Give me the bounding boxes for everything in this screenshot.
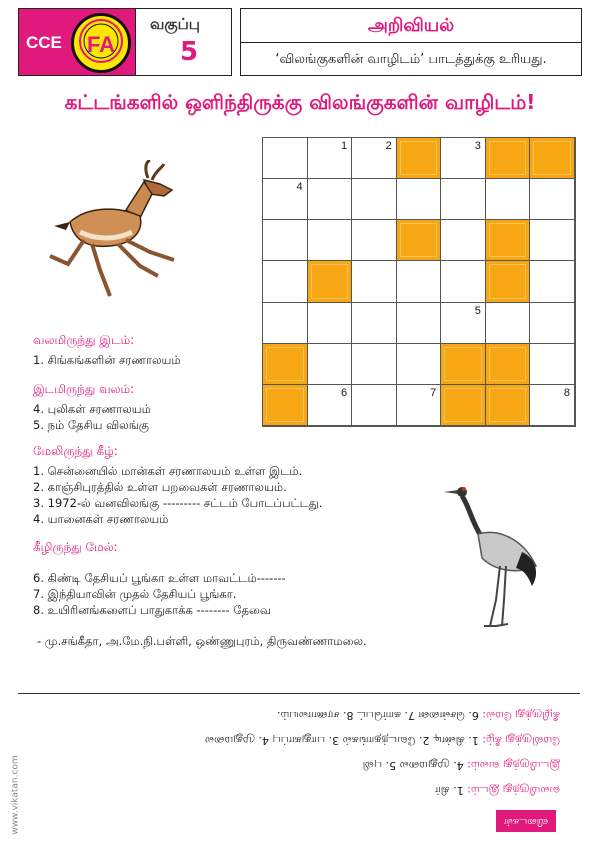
- clue-heading: இடமிருந்து வலம்:: [33, 382, 135, 396]
- crossword-cell-shaded: [530, 138, 575, 179]
- crossword-cell[interactable]: [352, 385, 397, 426]
- crossword-cell[interactable]: [308, 344, 353, 385]
- answer-line: [150, 703, 560, 728]
- crossword-cell-shaded: [486, 261, 531, 302]
- crossword-cell[interactable]: [441, 179, 486, 220]
- answer-text: 6. சென்னை 7. கார்பெட் 8. சரணாலயம்.: [277, 709, 483, 722]
- crossword-cell[interactable]: [486, 179, 531, 220]
- answer-heading: கீழிருந்து மேல்:: [482, 709, 560, 722]
- crossword-cell[interactable]: [308, 179, 353, 220]
- crossword-clue-number: 4: [296, 181, 303, 194]
- crossword-cell[interactable]: [441, 303, 486, 344]
- crossword-cell[interactable]: [530, 220, 575, 261]
- grade-label: வகுப்பு: [150, 15, 200, 33]
- crossword-cell[interactable]: [530, 261, 575, 302]
- crossword-grid: [262, 137, 576, 427]
- divider: [18, 693, 580, 694]
- crossword-cell[interactable]: [352, 138, 397, 179]
- lesson-subtitle: ‘விலங்குகளின் வாழிடம்’ பாடத்துக்கு உரியது.: [275, 52, 547, 67]
- crossword-cell[interactable]: [486, 303, 531, 344]
- grade-box: [136, 8, 232, 76]
- answer-text: 1. கிண்டி 2. வேடந்தாங்கல் 3. பாதுகாப்பு 4. முதுமலை: [204, 734, 483, 747]
- crossword-clue-number: 1: [341, 140, 348, 152]
- crossword-cell-shaded: [486, 220, 531, 261]
- clue-item: 4. புலிகள் சரணாலயம்: [33, 402, 151, 416]
- crossword-clue-number: 3: [474, 140, 481, 152]
- crossword-cell[interactable]: [352, 220, 397, 261]
- answers-upside-down: [150, 703, 560, 803]
- crossword-cell[interactable]: [352, 344, 397, 385]
- clue-item: 1. சிங்கங்களின் சரணாலயம்: [33, 353, 181, 367]
- logo-cce-text: CCE: [26, 33, 62, 52]
- crossword-cell[interactable]: [397, 261, 442, 302]
- clue-item: 4. யானைகள் சரணாலயம்: [33, 512, 169, 526]
- crossword-cell-shaded: [441, 344, 486, 385]
- crossword-cell[interactable]: [530, 385, 575, 426]
- crossword-cell[interactable]: [397, 385, 442, 426]
- answer-text: 4. முதுமலை 5. புலி: [362, 759, 468, 772]
- clue-heading: வலமிருந்து இடம்:: [33, 333, 135, 347]
- crossword-cell[interactable]: [530, 179, 575, 220]
- grade-number: 5: [180, 37, 199, 67]
- crossword-cell-shaded: [486, 138, 531, 179]
- cce-fa-logo: [18, 8, 136, 76]
- answer-line: [150, 728, 560, 753]
- subject-box: [240, 8, 582, 76]
- crossword-cell[interactable]: [308, 385, 353, 426]
- crossword-cell[interactable]: [397, 303, 442, 344]
- clues-bottom-to-top: [33, 540, 286, 618]
- clue-heading: கீழிருந்து மேல்:: [33, 540, 118, 554]
- author-credit: - மு.சங்கீதா, அ.மே.நி.பள்ளி, ஒண்ணுபுரம், திருவண்ணாமலை.: [37, 634, 367, 648]
- clue-item: 1. சென்னையில் மான்கள் சரணாலயம் உள்ள இடம்.: [33, 464, 303, 478]
- crossword-cell[interactable]: [530, 303, 575, 344]
- crossword-cell-shaded: [397, 138, 442, 179]
- crossword-cell[interactable]: [263, 138, 308, 179]
- answer-heading: இடமிருந்து வலம்:: [467, 759, 560, 772]
- answer-line: [150, 778, 560, 803]
- crossword-cell[interactable]: [441, 220, 486, 261]
- clues-top-to-bottom: [33, 444, 322, 527]
- clue-heading: மேலிருந்து கீழ்:: [33, 444, 118, 458]
- page-header: [18, 8, 582, 76]
- crossword-cell[interactable]: [263, 220, 308, 261]
- crossword-cell-shaded: [397, 220, 442, 261]
- crossword-cell[interactable]: [308, 138, 353, 179]
- crossword-clue-number: 7: [430, 386, 437, 399]
- crossword-clue-number: 8: [563, 386, 570, 399]
- watermark: www.vikatan.com: [10, 755, 21, 835]
- crossword-cell[interactable]: [530, 344, 575, 385]
- crossword-cell[interactable]: [308, 303, 353, 344]
- crossword-cell-shaded: [308, 261, 353, 302]
- clue-item: 2. காஞ்சிபுரத்தில் உள்ள பறவைகள் சரணாலயம்.: [33, 480, 287, 494]
- answer-line: [150, 753, 560, 778]
- crossword-cell-shaded: [263, 344, 308, 385]
- clue-item: 8. உயிரினங்களைப் பாதுகாக்க -------- தேவை: [33, 603, 271, 617]
- clue-item: 6. கிண்டி தேசியப் பூங்கா உள்ள மாவட்டம்-------: [33, 571, 286, 585]
- clues-left-to-right: [33, 382, 151, 433]
- crossword-cell-shaded: [486, 385, 531, 426]
- crossword-cell-shaded: [486, 344, 531, 385]
- crossword-cell-shaded: [441, 385, 486, 426]
- answers-badge: விடைகள்: [496, 810, 556, 832]
- answer-heading: மேலிருந்து கீழ்:: [482, 734, 560, 747]
- crossword-cell[interactable]: [352, 179, 397, 220]
- page-title: கட்டங்களில் ஒளிந்திருக்கு விலங்குகளின் வாழிடம்!: [64, 90, 536, 114]
- answer-heading: வலமிருந்து இடம்:: [467, 784, 560, 797]
- crossword-clue-number: 2: [385, 140, 392, 152]
- deer-illustration: [40, 160, 190, 305]
- crossword-cell[interactable]: [352, 303, 397, 344]
- logo-fa-text: FA: [86, 32, 116, 57]
- crossword-cell-shaded: [263, 385, 308, 426]
- crossword-cell[interactable]: [263, 303, 308, 344]
- subject-title: அறிவியல்: [241, 9, 581, 43]
- crossword-cell[interactable]: [263, 179, 308, 220]
- crossword-cell[interactable]: [263, 261, 308, 302]
- crossword-cell[interactable]: [441, 261, 486, 302]
- crossword-clue-number: 6: [341, 386, 348, 399]
- crossword-cell[interactable]: [441, 138, 486, 179]
- crossword-cell[interactable]: [308, 220, 353, 261]
- clue-item: 5. நம் தேசிய விலங்கு: [33, 418, 149, 432]
- crossword-cell[interactable]: [397, 179, 442, 220]
- clue-item: 3. 1972-ல் வனவிலங்கு --------- சட்டம் போடப்பட்டது.: [33, 496, 323, 510]
- clue-item: 7. இந்தியாவின் முதல் தேசியப் பூங்கா.: [33, 587, 237, 601]
- answer-text: 1. கிர்: [434, 784, 468, 797]
- crossword-cell[interactable]: [397, 344, 442, 385]
- logo-badge: [71, 13, 131, 73]
- clues-right-to-left: [33, 333, 181, 368]
- crossword-cell[interactable]: [352, 261, 397, 302]
- crossword-clue-number: 5: [474, 304, 481, 317]
- crane-illustration: [440, 478, 550, 628]
